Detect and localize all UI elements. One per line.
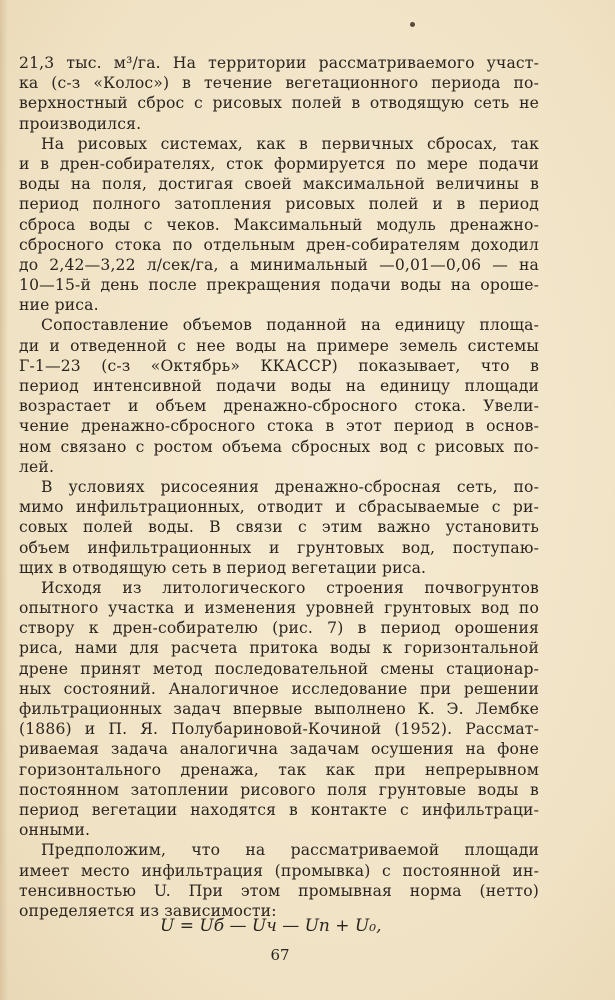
text-line: ном связано с ростом объема сбросных вод с рисовых по- [19,437,539,456]
text-line: 21,3 тыс. м³/га. На территории рассматриваемого участ- [19,54,539,72]
text-line: мимо инфильтрационных, отводит и сбрасываемые с ри- [19,498,539,517]
text-line: объем инфильтрационных и грунтовых вод, поступаю- [19,538,539,557]
text-line: период полного затопления рисовых полей и в период [19,195,539,214]
text-line: лей. [19,457,55,476]
text-line: дрене принят метод последовательной смены стационар- [19,659,539,678]
text-line: ка (с-з «Колос») в течение вегетационного периода по- [19,74,539,93]
text-line: воды на поля, достигая своей максимальной величины в [19,175,539,194]
text-line: производился. [19,114,142,133]
text-line: постоянном затоплении рисового поля грунтовые воды в [19,780,539,799]
text-line: 10—15-й день после прекращения подачи воды на ороше- [19,276,539,295]
body-text [19,53,539,921]
text-line: горизонтального дренажа, так как при непрерывном [19,760,539,779]
page-number: 67 [270,946,290,964]
text-line: риваемая задача аналогична задачам осушения на фоне [19,740,539,759]
text-line: верхностный сброс с рисовых полей в отводящую сеть не [19,94,539,113]
text-line: ди и отведенной с нее воды на примере земель системы [19,336,539,355]
text-line: период вегетации находятся в контакте с инфильтраци- [19,800,539,819]
text-line: и в дрен-собирателях, сток формируется по мере подачи [19,154,539,173]
formula: U = Uб — Uч — Uп + U₀, [160,916,382,936]
text-line: Г-1—23 (с-з «Октябрь» ККАССР) показывает, что в [19,356,539,375]
text-line: створу к дрен-собирателю (рис. 7) в период орошения [19,619,539,638]
text-line: (1886) и П. Я. Полубариновой-Кочиной (1952). Рассмат- [19,720,539,739]
text-line: совых полей воды. В связи с этим важно установить [19,518,539,537]
text-line: Сопоставление объемов поданной на единицу площа- [41,316,539,335]
text-line: сбросного стока по отдельным дрен-собирателям доходил [19,235,539,254]
ink-speck [410,22,415,27]
text-line: опытного участка и изменения уровней грунтовых вод по [19,599,539,618]
text-line: Исходя из литологического строения почвогрунтов [41,578,539,597]
text-line: период интенсивной подачи воды на единицу площади [19,377,539,395]
text-line: щих в отводящую сеть в период вегетации риса. [19,558,427,577]
text-line: Предположим, что на рассматриваемой площади [41,841,539,860]
text-line: риса, нами для расчета притока воды к горизонтальной [19,639,539,658]
text-line: тенсивностью U. При этом промывная норма (нетто) [19,881,539,900]
text-line: сброса воды с чеков. Максимальный модуль дренажно- [19,215,539,234]
text-line: фильтрационных задач впервые выполнено К. Э. Лембке [19,700,539,718]
text-line: определяется из зависимости: [19,901,277,920]
text-line: до 2,42—3,22 л/сек/га, а минимальный —0,01—0,06 — на [19,255,539,274]
text-line: онными. [19,821,91,840]
text-line: возрастает и объем дренажно-сбросного стока. Увели- [19,397,539,416]
text-line: ние риса. [19,296,99,315]
text-line: ных состояний. Аналогичное исследование при решении [19,679,539,698]
text-line: имеет место инфильтрация (промывка) с постоянной ин- [19,861,539,880]
page-fold-shadow [0,0,8,1000]
text-line: На рисовых системах, как в первичных сбросах, так [41,134,539,153]
text-line: В условиях рисосеяния дренажно-сбросная сеть, по- [41,477,539,496]
text-line: чение дренажно-сбросного стока в этот период в основ- [19,417,539,436]
